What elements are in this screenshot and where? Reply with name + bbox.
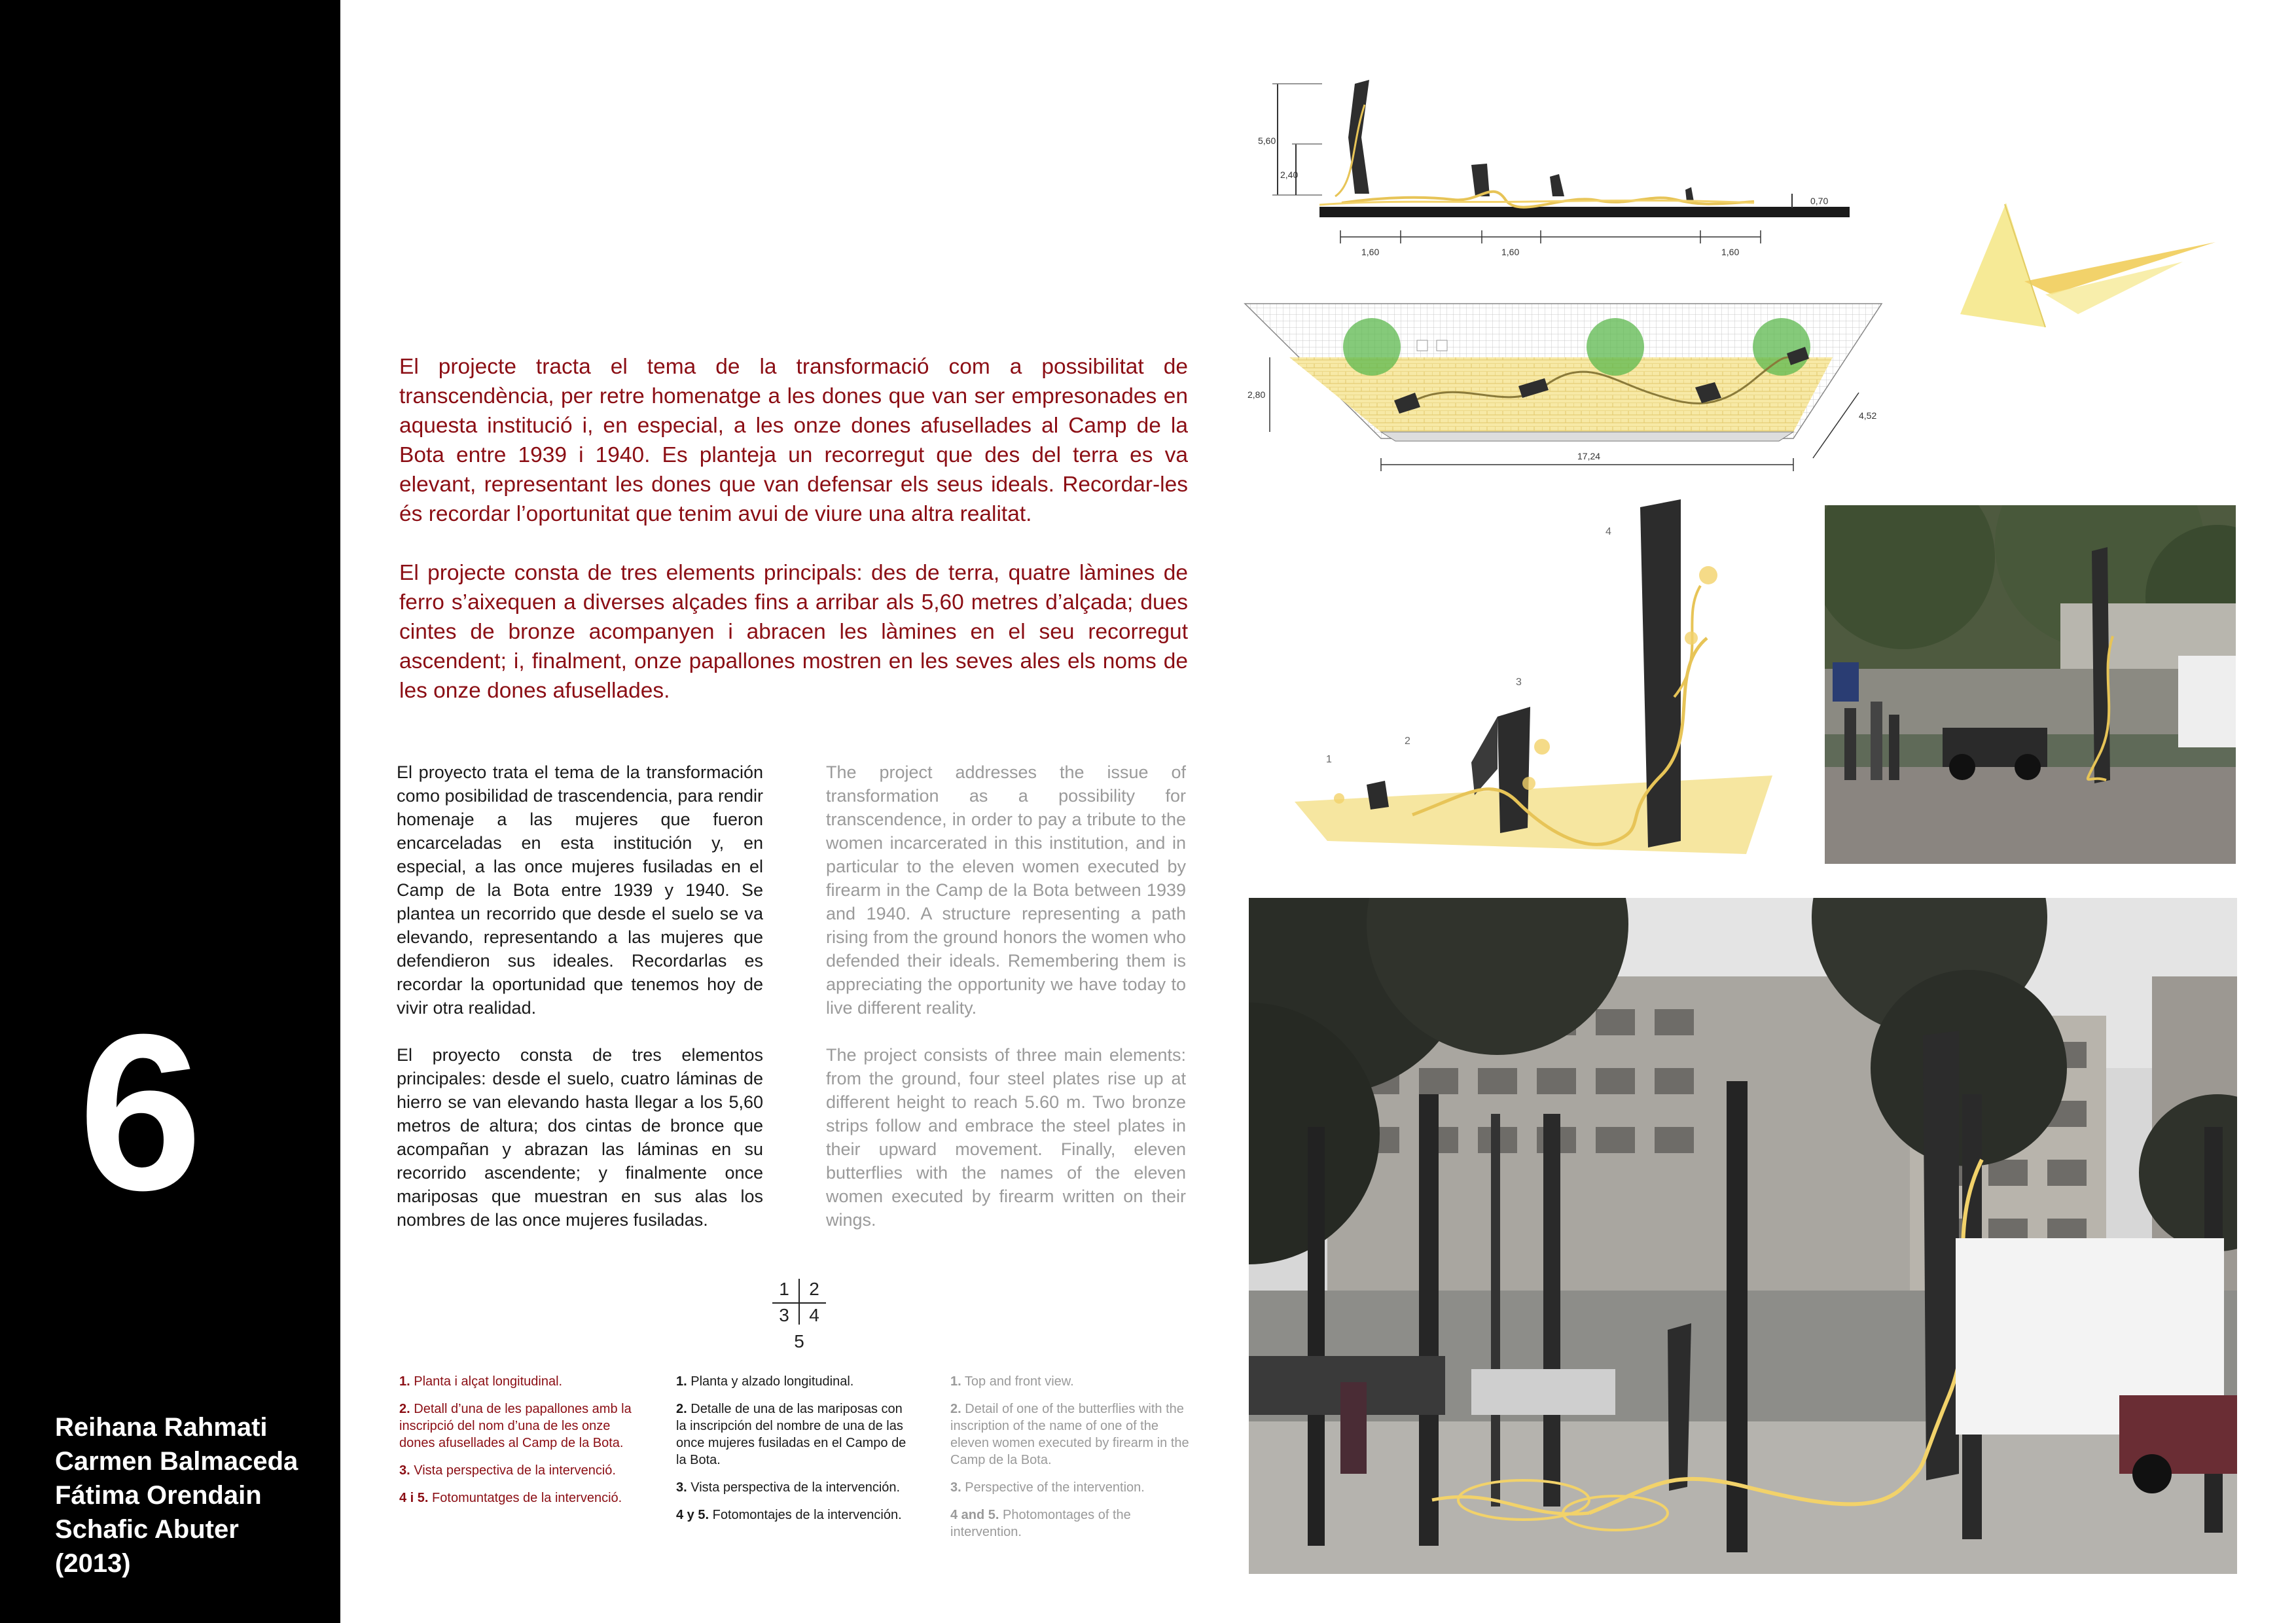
author-name: Reihana Rahmati [55, 1413, 268, 1442]
caption: 3. Vista perspectiva de la intervención. [676, 1480, 901, 1495]
figure-legend [766, 1277, 831, 1356]
dimension-label: 1,60 [1501, 247, 1520, 257]
caption: 1. Planta y alzado longitudinal. [676, 1374, 854, 1389]
caption: 3. Vista perspectiva de la intervenció. [399, 1463, 616, 1478]
legend-cell: 4 [809, 1305, 819, 1325]
caption: 2. Detail of one of the butterflies with the inscription of the name of one of the eleven women executed by firearm in the Camp de la Bota. [950, 1402, 1189, 1467]
elevation-drawing [1257, 65, 1872, 262]
dimension-label: 2,40 [1280, 169, 1299, 180]
body-paragraph: The project consists of three main elements: from the ground, four steel plates rise up at different height to reach 5.60 m. Two bronze strips follow and embrace the steel plates in their upward movement. Finally, eleven butterflies with the names of the eleven women executed by firearm written on their wings. [826, 1045, 1186, 1230]
dimension-label: 0,70 [1810, 196, 1829, 206]
dimension-label: 1,60 [1361, 247, 1380, 257]
author-name: Carmen Balmaceda [55, 1447, 298, 1476]
perspective-render [1249, 488, 1831, 867]
captions-spanish [676, 1373, 912, 1534]
dimension-label: 4,52 [1859, 410, 1877, 421]
legend-cell: 1 [779, 1279, 789, 1299]
plan-drawing [1244, 301, 1898, 484]
caption: 4 y 5. Fotomontajes de la intervención. [676, 1508, 902, 1522]
perspective-label: 4 [1605, 526, 1611, 537]
legend-cell: 2 [809, 1279, 819, 1299]
author-name: Schafic Abuter [55, 1515, 239, 1544]
text-english [826, 760, 1186, 1255]
legend-cell: 5 [794, 1331, 804, 1351]
photomontage-small [1825, 505, 2236, 864]
captions-catalan [399, 1373, 635, 1517]
dimension-label: 2,80 [1247, 389, 1266, 400]
project-number: 6 [79, 988, 203, 1237]
author-name: Fátima Orendain [55, 1481, 262, 1510]
body-paragraph: El proyecto consta de tres elementos principales: desde el suelo, cuatro láminas de hierro se van elevando hasta llegar a los 5,60 metros de altura; dos cintas de bronce que acompañan y abrazan las láminas en su recorrido ascendente; y finalmente once mariposas que muestran en sus alas los nombres de las once mujeres fusiladas. [397, 1045, 763, 1230]
caption: 3. Perspective of the intervention. [950, 1480, 1145, 1495]
body-paragraph: The project addresses the issue of transformation as a possibility for transcendence, in order to pay a tribute to the women incarcerated in this institution, and in particular to the eleven women executed by firearm in the Camp de la Bota between 1939 and 1940. A structure representing a path rising from the ground honors the women who defended their ideals. Remembering them is appreciating the opportunity we have today to live different reality. [826, 762, 1186, 1018]
legend-divider [772, 1302, 826, 1304]
author-list [55, 1410, 298, 1580]
dimension-label: 5,60 [1258, 135, 1276, 146]
caption: 2. Detall d’una de les papallones amb la inscripció del nom d’una de les onze dones afusellades al Camp de la Bota. [399, 1402, 632, 1450]
perspective-label: 2 [1405, 736, 1410, 747]
caption: 1. Planta i alçat longitudinal. [399, 1374, 563, 1389]
text-spanish [397, 760, 763, 1255]
sidebar [0, 0, 340, 1623]
intro-catalan [399, 352, 1188, 735]
dimension-label: 17,24 [1577, 451, 1601, 461]
caption: 4 i 5. Fotomuntatges de la intervenció. [399, 1491, 622, 1505]
caption: 4 and 5. Photomontages of the intervention. [950, 1508, 1131, 1539]
intro-paragraph: El projecte consta de tres elements principals: des de terra, quatre làmines de ferro s’aixequen a diverses alçades fins a arribar als 5,60 metres d’alçada; dues cintes de bronze acompanyen i abracen les làmines en el seu recorregut ascendent; i, finalment, onze papallones mostren en les seves ales els noms de les onze dones afusellades. [399, 561, 1188, 703]
author-year: (2013) [55, 1549, 131, 1578]
perspective-label: 1 [1326, 754, 1332, 765]
caption: 1. Top and front view. [950, 1374, 1074, 1389]
legend-divider [798, 1279, 800, 1325]
photomontage-large [1249, 898, 2237, 1574]
captions-english [950, 1373, 1193, 1551]
legend-cell: 3 [779, 1305, 789, 1325]
caption: 2. Detalle de una de las mariposas con la inscripción del nombre de una de las once mujeres fusiladas en el Campo de la Bota. [676, 1402, 906, 1467]
perspective-label: 3 [1516, 677, 1522, 688]
intro-paragraph: El projecte tracta el tema de la transformació com a possibilitat de transcendència, per retre homenatge a les dones que van ser empresonades en aquesta institució i, en especial, a les onze dones afusellades al Camp de la Bota entre 1939 i 1940. Es planteja un recorregut que des del terra es va elevant, representant les dones que van defensar els seus ideals. Recordar-les és recordar l’oportunitat que tenim avui de viure una altra realitat. [399, 355, 1188, 526]
body-paragraph: El proyecto trata el tema de la transformación como posibilidad de trascendencia, para rendir homenaje a las mujeres que fueron encarceladas en esta institución y, en especial, a las once mujeres fusiladas en el Camp de la Bota entre 1939 y 1940. Se plantea un recorrido que desde el suelo se va elevando, representando a las mujeres que defendieron sus ideales. Recordarlas es recordar la oportunidad que tenemos hoy de vivir otra realidad. [397, 762, 763, 1018]
butterfly-detail [1947, 190, 2222, 360]
dimension-label: 1,60 [1721, 247, 1740, 257]
